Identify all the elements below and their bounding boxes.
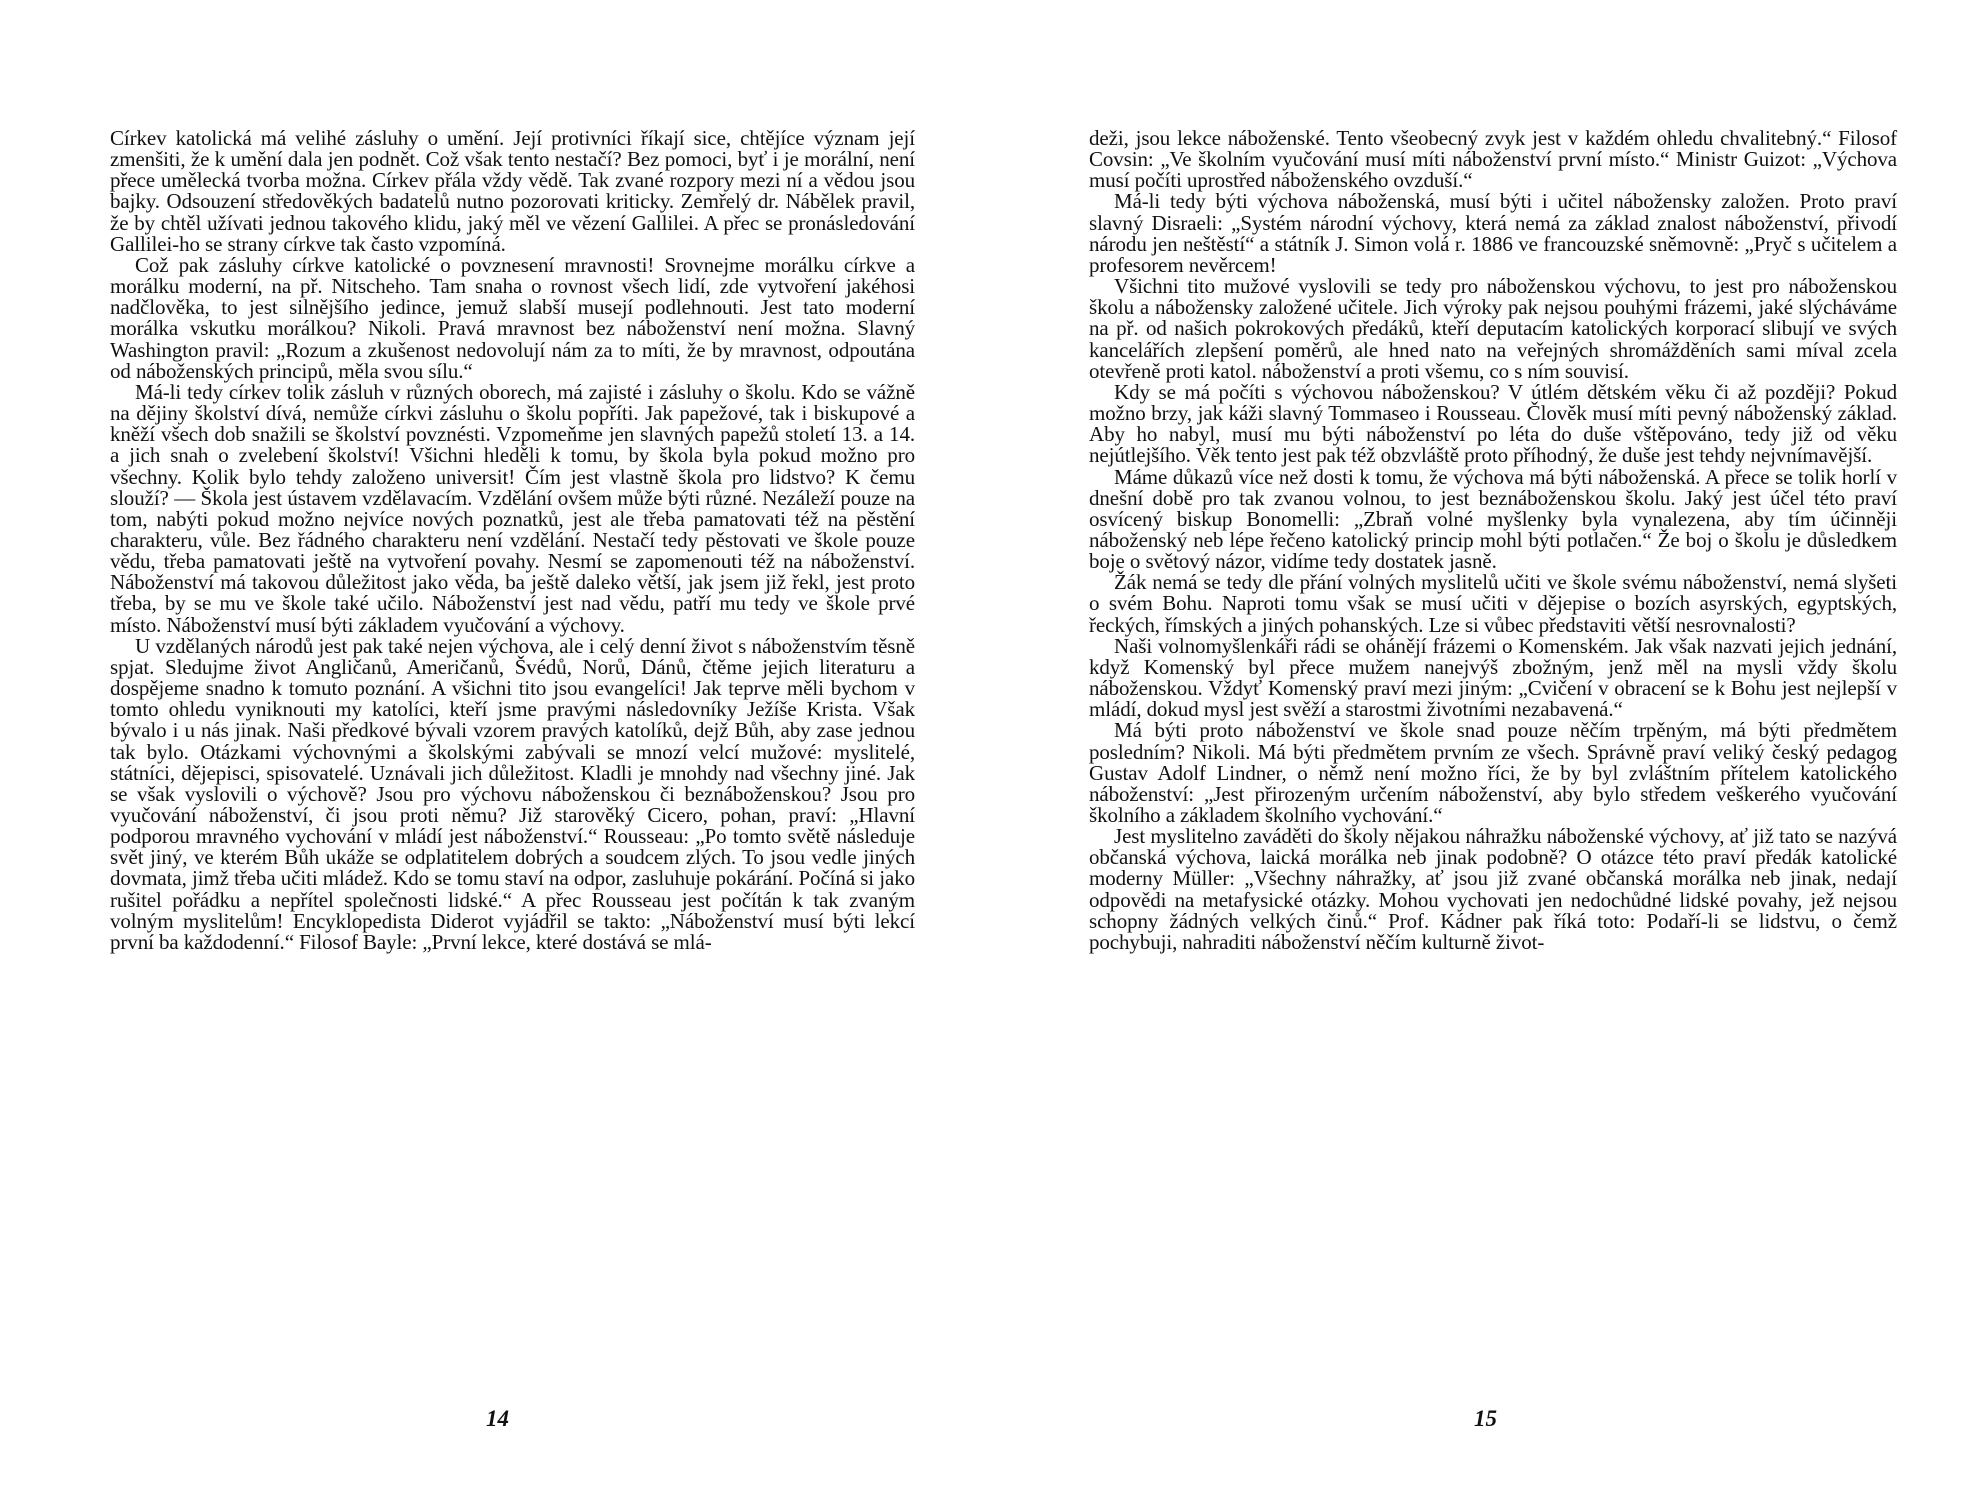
- paragraph: Má-li tedy církev tolik zásluh v různých oborech, má zajisté i zásluhy o školu. Kdo se vážně na dějiny školství dívá, nemůže církvi zásluhu o školu popříti. Jak papežové, tak i biskupové a kněží všech dob snažili se školství povznésti. Vzpomeňme jen slavných papežů století 13. a 14. a jich snah o zvelebení školství! Všichni hleděli k tomu, by škola byla pokud možno pro všechny. Kolik bylo tehdy založeno universit! Čím jest vlastně škola pro lidstvo? K čemu slouží? — Škola jest ústavem vzdělavacím. Vzdělání ovšem může býti různé. Nezáleží pouze na tom, nabýti pokud možno nejvíce nových poznatků, jest ale třeba pamatovati též na pěstění charakteru, vůle. Bez řádného charakteru není vzdělání. Nestačí tedy pěstovati ve škole pouze vědu, třeba pamatovati ještě na vytvoření povahy. Nesmí se zapomenouti též na náboženství. Náboženství má takovou důležitost jako věda, ba ještě daleko větší, jak jsem již řekl, jest proto třeba, by se mu ve škole také učilo. Náboženství jest nad vědu, patří mu tedy ve škole prvé místo. Náboženství musí býti základem vyučování a výchovy.: [110, 379, 915, 637]
- right-page: [989, 0, 1978, 1500]
- page-number: 15: [1474, 1406, 1497, 1431]
- paragraph: Což pak zásluhy církve katolické o povznesení mravnosti! Srovnejme morálku církve a morálku moderní, na př. Nitscheho. Tam snaha o rovnost všech lidí, zde vytvoření jakéhosi nadčlověka, to jest silnějšího jedince, jemuž slabší musejí podlehnouti. Jest tato moderní morálka vskutku morálkou? Nikoli. Pravá mravnost bez náboženství není možna. Slavný Washington pravil: „Rozum a zkušenost nedovolují nám za to míti, že by mravnost, odpoutána od náboženských principů, měla svou sílu.“: [110, 252, 915, 383]
- paragraph: Všichni tito mužové vyslovili se tedy pro náboženskou výchovu, to jest pro náboženskou školu a nábožensky založené učitele. Jich výroky pak nejsou pouhými frázemi, jaké slýcháváme na př. od našich pokrokových předáků, kteří deputacím katolických korporací slibují ve svých kancelářích zlepšení poměrů, ale hned nato na veřejných shromážděních sami míval zcela otevřeně proti katol. náboženství a proti všemu, co s ním souvisí.: [1089, 274, 1897, 383]
- right-page-text: [1089, 128, 1897, 953]
- left-page-text: [110, 128, 915, 953]
- paragraph: Církev katolická má velihé zásluhy o umění. Její protivníci říkají sice, chtějíce význam její zmenšiti, že k umění dala jen podnět. Což však tento nestačí? Bez pomoci, byť i je morální, není přece umělecká tvorba možna. Církev přála vždy vědě. Tak zvané rozpory mezi ní a vědou jsou bajky. Odsouzení středověkých badatelů nutno pozorovati kriticky. Zemřelý dr. Nábělek pravil, že by chtěl užívati jednou takového klidu, jaký měl ve vězení Gallilei. A přec se pronásledování Gallilei-ho se strany církve tak často vzpomíná.: [110, 126, 915, 256]
- paragraph: Máme důkazů více než dosti k tomu, že výchova má býti náboženská. A přece se tolik horlí v dnešní době pro tak zvanou volnou, to jest beznáboženskou školu. Jaký jest účel této praví osvícený biskup Bonomelli: „Zbraň volné myšlenky byla vynalezena, aby tím účinněji náboženský neb lépe řečeno katolický princip mohl býti potlačen.“ Že boj o školu je důsledkem boje o světový názor, vidíme tedy dostatek jasně.: [1089, 464, 1897, 574]
- paragraph: Kdy se má počíti s výchovou náboženskou? V útlém dětském věku či až později? Pokud možno brzy, jak káži slavný Tommaseo i Rousseau. Člověk musí míti pevný náboženský základ. Aby ho nabyl, musí mu býti náboženství po léta do duše vštěpováno, tedy již od věku nejútlejšího. Věk tento jest pak též obzvláště proto příhodný, že duše jest tehdy nejvnímavější.: [1089, 379, 1897, 468]
- paragraph: Žák nemá se tedy dle přání volných myslitelů učiti ve škole svému náboženství, nemá slyšeti o svém Bohu. Naproti tomu však se musí učiti v dějepise o bozích asyrských, egyptských, řeckých, římských a jiných pohanských. Lze si vůbec představiti větší nesrovnalosti?: [1089, 570, 1897, 637]
- paragraph: Jest myslitelno zaváděti do školy nějakou náhražku náboženské výchovy, ať již tato se nazývá občanská výchova, laická morálka neb jinak podobně? O otázce této praví předák katolické moderny Müller: „Všechny náhražky, ať jsou již zvané občanská morálka neb jinak, nedají odpovědi na metafysické otázky. Mohou vychovati jen nedochůdné lidské povahy, jež nejsou schopny žádných velkých činů.“ Prof. Kádner pak říká toto: Podaří-li se lidstvu, o čemž pochybuji, nahraditi náboženství něčím kulturně život-: [1089, 824, 1897, 954]
- page-number: 14: [486, 1406, 509, 1431]
- paragraph: Má-li tedy býti výchova náboženská, musí býti i učitel nábožensky založen. Proto praví slavný Disraeli: „Systém národní výchovy, která nemá za základ znalost náboženství, přivodí národu jen neštěstí“ a státník J. Simon volá r. 1886 ve francouzské sněmovně: „Pryč s učitelem a profesorem nevěrcem!: [1089, 189, 1897, 277]
- paragraph: Má býti proto náboženství ve škole snad pouze něčím trpěným, má býti předmětem posledním? Nikoli. Má býti předmětem prvním ze všech. Správně praví veliký český pedagog Gustav Adolf Lindner, o němž není možno říci, že by byl zvláštním přítelem katolického náboženství: „Jest přirozeným určením náboženství, aby bylo středem veškerého vyučování školního a základem školního vychování.“: [1089, 718, 1897, 827]
- paragraph: deži, jsou lekce náboženské. Tento všeobecný zvyk jest v každém ohledu chvalitebný.“ Filosof Covsin: „Ve školním vyučování musí míti náboženství první místo.“ Ministr Guizot: „Výchova musí počíti uprostřed náboženského ovzduší.“: [1089, 126, 1897, 193]
- paragraph: U vzdělaných národů jest pak také nejen výchova, ale i celý denní život s náboženstvím těsně spjat. Sledujme život Angličanů, Američanů, Švédů, Norů, Dánů, čtěme jejich literaturu a dospějeme snadno k tomuto poznání. A všichni tito jsou evangelíci! Jak teprve měli bychom v tomto ohledu vyniknouti my katolíci, kteří jsme pravými následovníky Ježíše Krista. Však bývalo i u nás jinak. Naši předkové bývali vzorem pravých katolíků, dejž Bůh, aby zase jednou tak bylo. Otázkami výchovnými a školskými zabývali se mnozí velcí mužové: myslitelé, státníci, dějepisci, spisovatelé. Uznávali jich důležitost. Kladli je mnohdy nad všechny jiné. Jak se však vyslovili o výchově? Jsou pro výchovu náboženskou či beznáboženskou? Jsou pro vyučování náboženství, či jsou proti němu? Již starověký Cicero, pohan, praví: „Hlavní podporou mravného vychování v mládí jest náboženství.“ Rousseau: „Po tomto světě následuje svět jiný, ve kterém Bůh ukáže se odplatitelem dobrých a soudcem zlých. To jsou vedle jiných dovmata, jimž třeba učiti mládež. Kdo se tomu staví na odpor, zasluhuje pokárání. Počíná si jako rušitel pořádku a nepřítel společnosti lidské.“ A přec Rousseau jest počítán k tak zvaným volným myslitelům! Encyklopedista Diderot vyjádřil se takto: „Náboženství musí býti lekcí první ba každodenní.“ Filosof Bayle: „První lekce, které dostává se mlá-: [110, 633, 915, 954]
- paragraph: Naši volnomyšlenkáři rádi se ohánějí frázemi o Komenském. Jak však nazvati jejich jednání, když Komenský byl přece mužem nanejvýš zbožným, jenž měl na mysli vždy školu náboženskou. Vždyť Komenský praví mezi jiným: „Cvičení v obracení se k Bohu jest nejlepší v mládí, dokud mysl jest svěží a starostmi životními nezabavená.“: [1089, 633, 1897, 722]
